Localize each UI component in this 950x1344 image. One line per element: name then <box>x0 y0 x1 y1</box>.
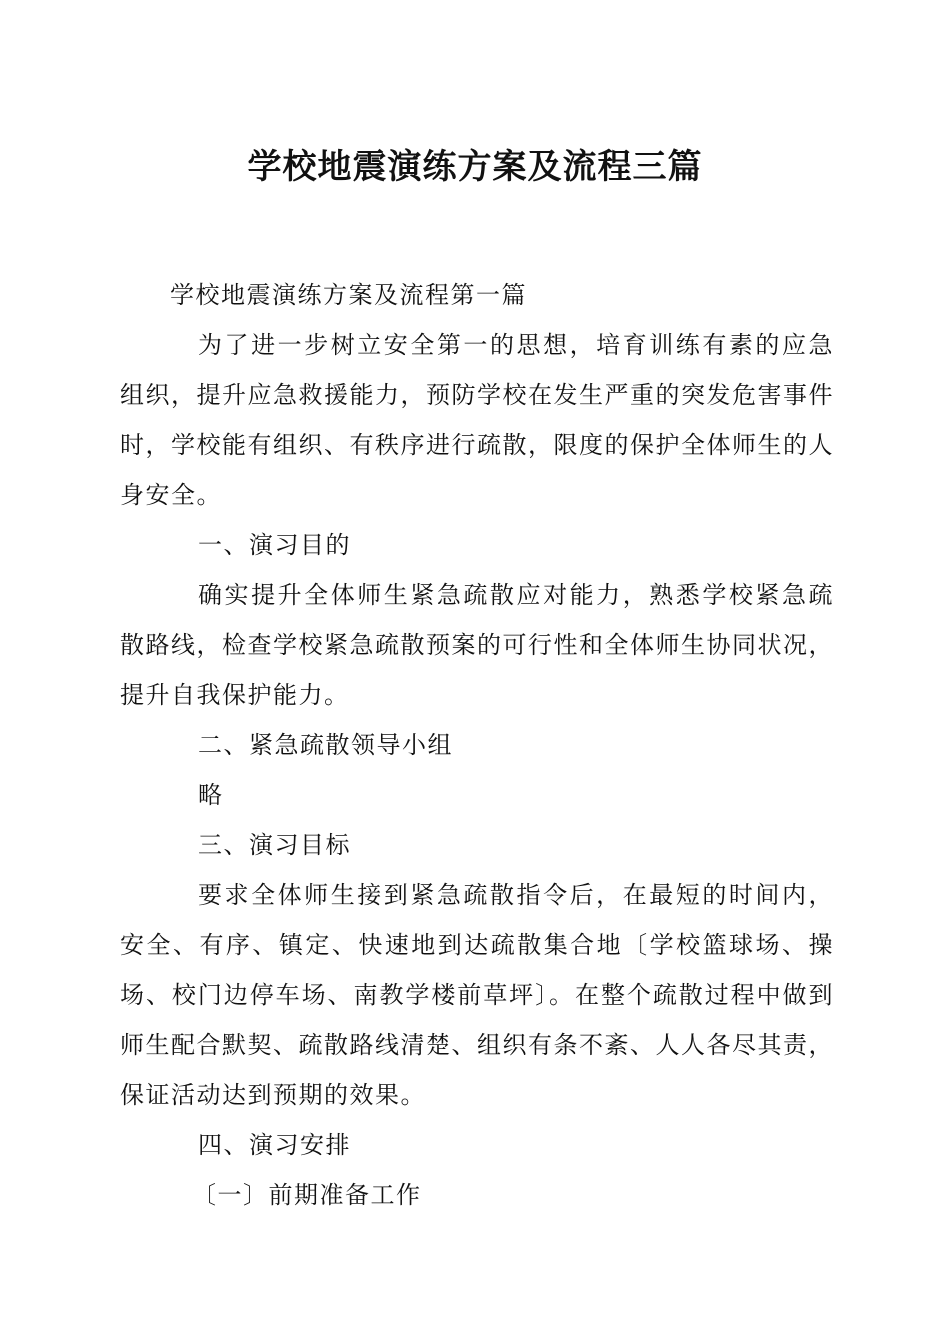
section-body-leadership: 略 <box>198 781 224 809</box>
section-heading-arrangement: 四、演习安排 <box>198 1131 351 1159</box>
section-heading-leadership: 二、紧急疏散领导小组 <box>198 731 453 759</box>
section-subtitle: 学校地震演练方案及流程第一篇 <box>170 281 527 309</box>
document-title: 学校地震演练方案及流程三篇 <box>247 147 703 187</box>
section-heading-purpose: 一、演习目的 <box>198 531 351 559</box>
section-body-purpose: 确实提升全体师生紧急疏散应对能力，熟悉学校紧急疏散路线，检查学校紧急疏散预案的可行性和全体师生协同状况，提升自我保护能力。 <box>120 581 834 709</box>
section-heading-goal: 三、演习目标 <box>198 831 351 859</box>
section-body-goal: 要求全体师生接到紧急疏散指令后，在最短的时间内，安全、有序、镇定、快速地到达疏散集合地〔学校篮球场、操场、校门边停车场、南教学楼前草坪〕。在整个疏散过程中做到师生配合默契、疏散路线清楚、组织有条不紊、人人各尽其责，保证活动达到预期的效果。 <box>120 881 834 1109</box>
document-body <box>120 270 834 1220</box>
intro-paragraph: 为了进一步树立安全第一的思想，培育训练有素的应急组织，提升应急救援能力，预防学校在发生严重的突发危害事件时，学校能有组织、有秩序进行疏散，限度的保护全体师生的人身安全。 <box>120 331 834 509</box>
section-subheading-preparation: 〔一〕前期准备工作 <box>192 1181 422 1209</box>
